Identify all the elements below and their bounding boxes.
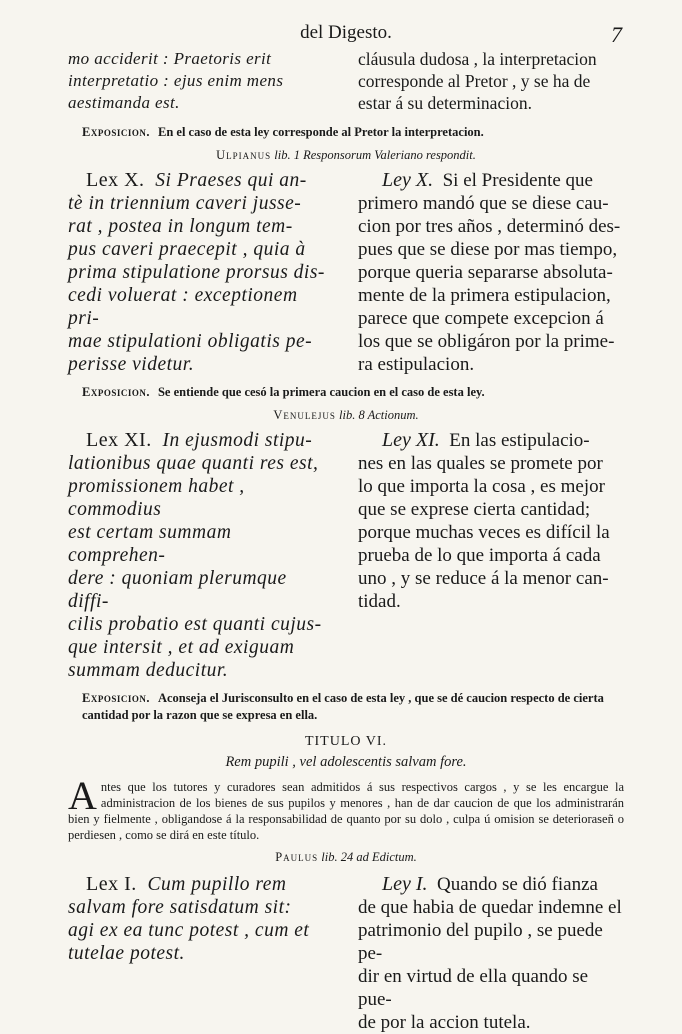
exposicion-2 (68, 384, 624, 401)
latin-line: In ejusmodi stipu- (162, 430, 313, 451)
jurist-name: Paulus (275, 850, 319, 864)
lex-x-section (68, 169, 624, 376)
spanish-line: mente de la primera estipulacion, (358, 285, 611, 306)
exposicion-3 (68, 690, 624, 724)
latin-line: Cum pupillo rem (147, 874, 287, 895)
lex-label: Lex XI. (86, 429, 152, 451)
spanish-line: corresponde al Pretor , y se ha de (358, 71, 591, 91)
latin-line: promissionem habet , commodius (68, 476, 245, 520)
exposicion-1 (68, 124, 624, 141)
drop-cap: A (68, 773, 97, 818)
latin-line: dere : quoniam plerumque diffi- (68, 568, 287, 612)
spanish-line: porque queria separarse absoluta- (358, 262, 613, 283)
latin-line: tutelae potest. (68, 943, 185, 964)
spanish-line: de que habia de quedar indemne el (358, 897, 622, 918)
spanish-line: Si el Presidente que (442, 170, 593, 191)
latin-line: lationibus quae quanti res est, (68, 453, 319, 474)
lex-xi-section (68, 429, 624, 682)
latin-line: tè in triennium caveri jusse- (68, 193, 302, 214)
latin-line: que intersit , et ad exiguam (68, 637, 295, 658)
latin-line: mae stipulationi obligatis pe- (68, 331, 313, 352)
running-head: del Digesto. (300, 22, 392, 43)
exposicion-label: Exposicion. (82, 385, 150, 399)
carryover-section (68, 48, 624, 114)
jurist-name: Venulejus (273, 408, 336, 422)
latin-line: aestimanda est. (68, 93, 180, 112)
latin-line: perisse videtur. (68, 354, 195, 375)
attribution-2 (68, 407, 624, 423)
source-citation: lib. 8 Actionum. (339, 408, 419, 422)
ley-i-spanish (358, 873, 624, 1034)
intro-text: ntes que los tutores y curadores sean admitidos á sus respectivos cargos , y se les encargue la administracion de los bienes de sus pupilos y menores , han de dar caucion de que los administrarán bien y fielmente , obligandose á la responsabilidad de quanto por su dolo , culpa ú omision se deterioraseñ o perdiesen , como se dirá en este título. (68, 780, 624, 842)
lex-xi-latin (68, 429, 332, 682)
ley-xi-spanish (358, 429, 624, 682)
spanish-line: que se exprese cierta cantidad; (358, 499, 591, 520)
spanish-line: primero mandó que se diese cau- (358, 193, 609, 214)
latin-line: rat , postea in longum tem- (68, 216, 293, 237)
spanish-line: porque muchas veces es difícil la (358, 522, 610, 543)
lex-i-section (68, 873, 624, 1034)
lex-label: Lex X. (86, 169, 145, 191)
ley-x-spanish (358, 169, 624, 376)
attribution-1 (68, 147, 624, 163)
titulo-intro (68, 773, 624, 843)
titulo-heading: TITULO VI. (304, 734, 388, 749)
spanish-line: cion por tres años , determinó des- (358, 216, 621, 237)
latin-line: interpretatio : ejus enim mens (68, 71, 284, 90)
page-header (68, 18, 624, 48)
ley-label: Ley XI. (382, 429, 440, 451)
latin-line: cedi voluerat : exceptionem pri- (68, 285, 298, 329)
spanish-line: pues que se diese por mas tiempo, (358, 239, 618, 260)
latin-line: est certam summam comprehen- (68, 522, 232, 566)
spanish-line: tidad. (358, 591, 401, 612)
source-citation: lib. 24 ad Edictum. (321, 850, 417, 864)
spanish-line: ra estipulacion. (358, 354, 475, 375)
spanish-line: los que se obligáron por la prime- (358, 331, 615, 352)
lex-i-latin (68, 873, 332, 1034)
spanish-line: parece que compete excepcion á (358, 308, 604, 329)
spanish-line: estar á su determinacion. (358, 93, 532, 113)
attribution-3 (68, 849, 624, 865)
latin-line: pus caveri praecepit , quia à (68, 239, 306, 260)
exposicion-text: En el caso de esta ley corresponde al Pretor la interpretacion. (157, 125, 484, 139)
exposicion-text: Se entiende que cesó la primera caucion en el caso de esta ley. (157, 385, 485, 399)
latin-line: Si Praeses qui an- (155, 170, 307, 191)
source-citation: lib. 1 Responsorum Valeriano respondit. (274, 148, 476, 162)
exposicion-text: Aconseja el Jurisconsulto en el caso de esta ley , que se dé caucion respecto de cierta cantidad por la razon que se expresa en ella. (82, 691, 604, 722)
page-number: 7 (611, 22, 622, 47)
latin-line: prima stipulatione prorsus dis- (68, 262, 325, 283)
spanish-line: Quando se dió fianza (437, 874, 598, 895)
ley-label: Ley X. (382, 169, 434, 191)
exposicion-label: Exposicion. (82, 691, 150, 705)
latin-line: agi ex ea tunc potest , cum et (68, 920, 310, 941)
jurist-name: Ulpianus (216, 148, 272, 162)
exposicion-label: Exposicion. (82, 125, 150, 139)
page (68, 18, 624, 1034)
spanish-line: cláusula dudosa , la interpretacion (358, 49, 597, 69)
spanish-line: patrimonio del pupilo , se puede pe- (358, 920, 603, 964)
spanish-line: uno , y se reduce á la menor can- (358, 568, 609, 589)
spanish-line: nes en las quales se promete por (358, 453, 603, 474)
latin-line: mo acciderit : Praetoris erit (68, 49, 272, 68)
latin-line: summam deducitur. (68, 660, 229, 681)
spanish-line: En las estipulacio- (449, 430, 590, 451)
ley-label: Ley I. (382, 873, 428, 895)
titulo-rubric: Rem pupili , vel adolescentis salvam fore. (225, 754, 467, 770)
spanish-line: de por la accion tutela. (358, 1012, 531, 1033)
latin-line: salvam fore satisdatum sit: (68, 897, 292, 918)
latin-line: cilis probatio est quanti cujus- (68, 614, 322, 635)
spanish-line: lo que importa la cosa , es mejor (358, 476, 605, 497)
lex-label: Lex I. (86, 873, 137, 895)
lex-x-latin (68, 169, 332, 376)
spanish-line: prueba de lo que importa á cada (358, 545, 601, 566)
spanish-line: dir en virtud de ella quando se pue- (358, 966, 589, 1010)
